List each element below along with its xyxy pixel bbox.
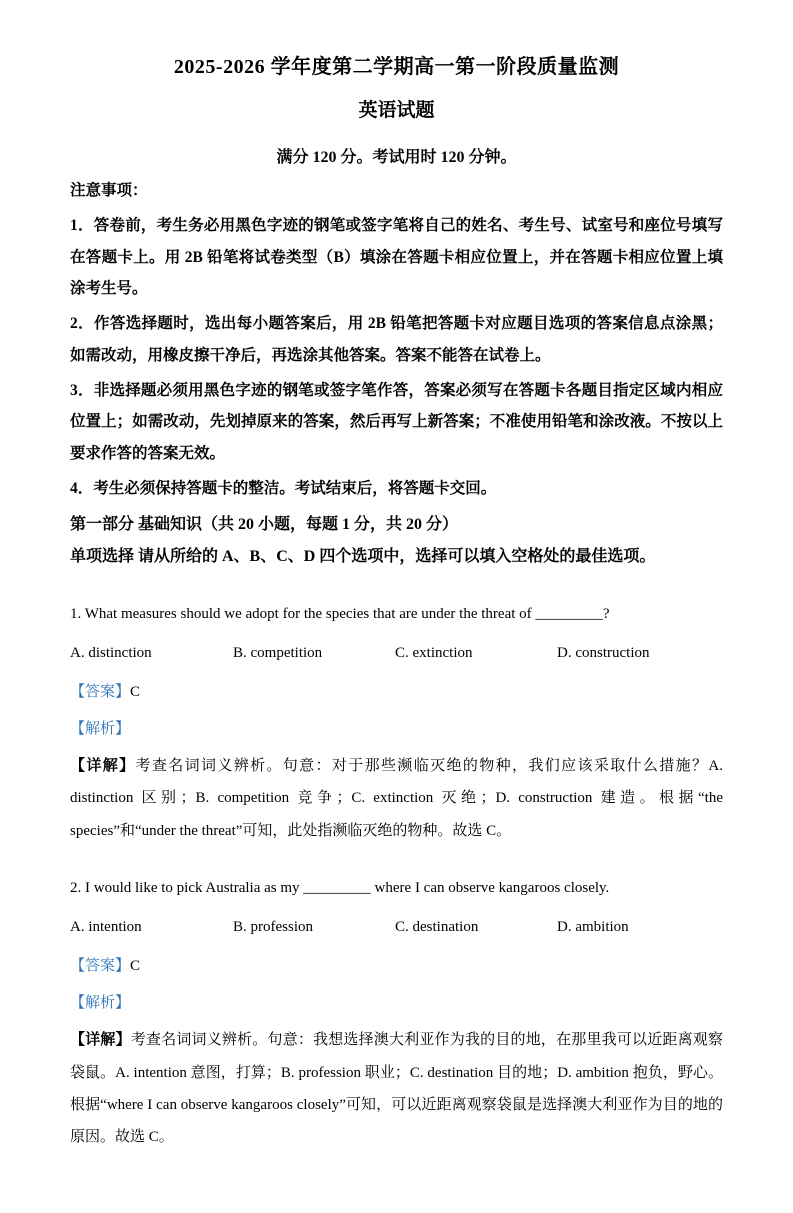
answer-line (70, 680, 723, 701)
detail-text: 考查名词词义辨析。句意：对于那些濒临灭绝的物种，我们应该采取什么措施？A. distinction 区别；B. competition 竞争；C. extinction 灭绝；D. construction 建造。根据“the species”和“under the threat”可知，此处指濒临灭绝的物种。故选 C。 (70, 758, 723, 839)
question-stem: 1. What measures should we adopt for the species that are under the threat of _________? (70, 605, 610, 622)
notice-title: 注意事项： (70, 182, 148, 199)
option-d: D. ambition (557, 919, 629, 936)
answer-label: 【答案】 (70, 958, 131, 975)
exam-title: 2025-2026 学年度第二学期高一第一阶段质量监测 (173, 56, 620, 78)
option-c: C. destination (395, 919, 479, 936)
answer-label: 【答案】 (70, 684, 131, 701)
analysis-label: 【解析】 (70, 721, 131, 738)
notice-item-4: 4．考生必须保持答题卡的整洁。考试结束后，将答题卡交回。 (70, 479, 497, 497)
notice-item-2: 2．作答选择题时，选出每小题答案后，用 2B 铅笔把答题卡对应题目选项的答案信息点涂黑；如需改动，用橡皮擦干净后，再选涂其他答案。答案不能答在试卷上。 (70, 315, 723, 364)
answer-line (70, 954, 723, 975)
options-row (70, 919, 723, 936)
section-title: 第一部分 基础知识（共 20 小题，每题 1 分，共 20 分） (70, 515, 459, 533)
analysis-line (70, 991, 723, 1012)
notice-item-1: 1．答卷前，考生务必用黑色字迹的钢笔或签字笔将自己的姓名、考生号、试室号和座位号填写在答题卡上。用 2B 铅笔将试卷类型（B）填涂在答题卡相应位置上，并在答题卡相应位置上填涂考生号。 (70, 216, 723, 298)
question-1 (70, 603, 723, 847)
options-row (70, 645, 723, 662)
option-a: A. intention (70, 919, 142, 936)
detail-paragraph (70, 1024, 723, 1153)
option-d: D. construction (557, 645, 650, 662)
option-c: C. extinction (395, 645, 473, 662)
notice-item-3: 3．非选择题必须用黑色字迹的钢笔或签字笔作答，答案必须写在答题卡各题目指定区域内相应位置上；如需改动，先划掉原来的答案，然后再写上新答案；不准使用铅笔和涂改液。不按以上要求作答的答案无效。 (70, 381, 723, 463)
detail-paragraph (70, 750, 723, 847)
option-a: A. distinction (70, 645, 152, 662)
option-b: B. competition (233, 645, 323, 662)
detail-text: 考查名词词义辨析。句意：我想选择澳大利亚作为我的目的地，在那里我可以近距离观察袋鼠。A. intention 意图，打算；B. profession 职业；C. destination 目的地；D. ambition 抱负，野心。根据“where I can observe kangaroos closely”可知，可以近距离观察袋鼠是选择澳大利亚作为目的地的原因。故选 C。 (70, 1032, 723, 1146)
exam-subtitle: 英语试题 (358, 100, 435, 121)
score-info: 满分 120 分。考试用时 120 分钟。 (276, 149, 517, 166)
answer-value: C (130, 684, 141, 701)
detail-label: 【详解】 (70, 758, 136, 775)
question-2 (70, 877, 723, 1154)
detail-label: 【详解】 (70, 1032, 131, 1049)
analysis-label: 【解析】 (70, 995, 131, 1012)
analysis-line (70, 717, 723, 738)
section-instruction: 单项选择 请从所给的 A、B、C、D 四个选项中，选择可以填入空格处的最佳选项。 (70, 547, 656, 565)
option-b: B. profession (233, 919, 313, 936)
answer-value: C (130, 958, 141, 975)
question-stem: 2. I would like to pick Australia as my _________ where I can observe kangaroos closely. (70, 879, 610, 896)
